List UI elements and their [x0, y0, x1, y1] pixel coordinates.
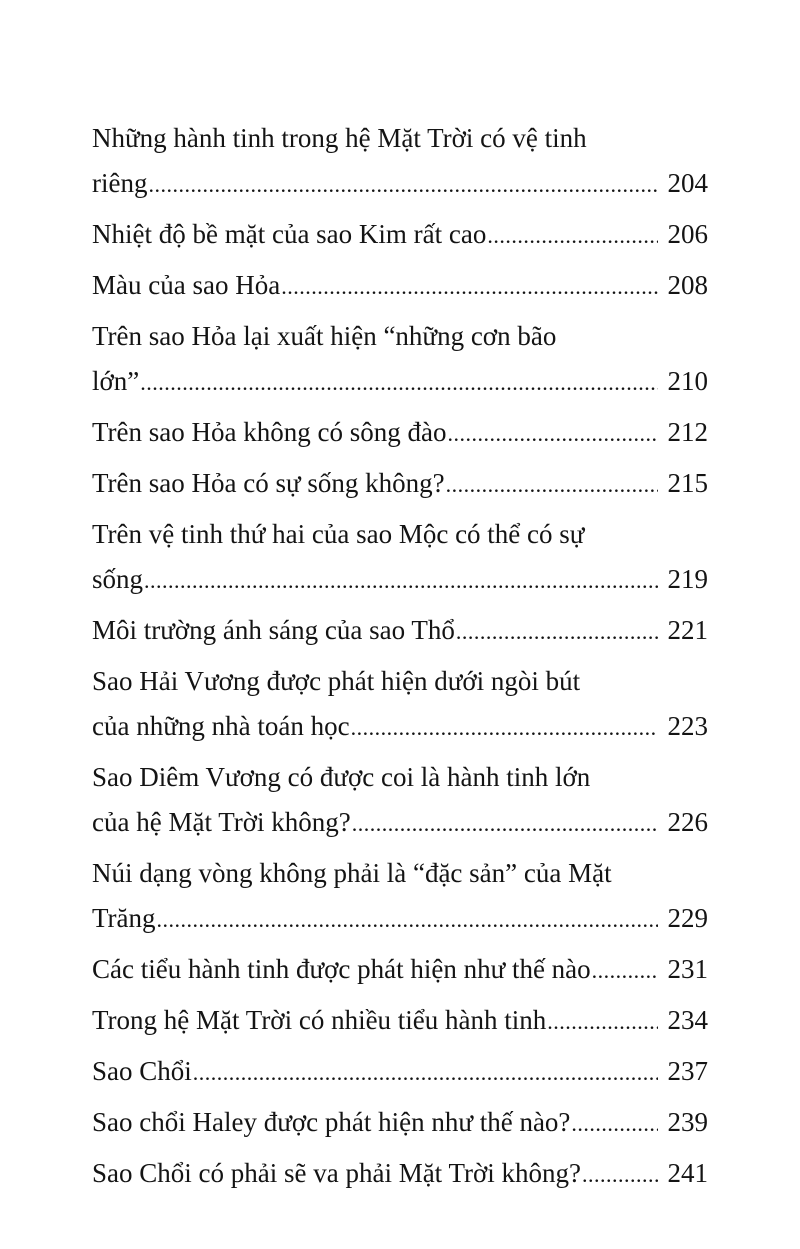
dot-leader	[571, 1101, 658, 1146]
toc-entry-row	[92, 896, 708, 942]
toc-entry-title-line: Trong hệ Mặt Trời có nhiều tiểu hành tinh	[92, 1005, 547, 1035]
dot-leader	[140, 360, 658, 405]
toc-page-number: 210	[667, 366, 708, 396]
toc-page-number: 221	[667, 615, 708, 645]
dot-leader	[281, 264, 658, 309]
toc-entry-title-line: Môi trường ánh sáng của sao Thổ	[92, 615, 455, 645]
table-of-contents	[92, 116, 708, 1202]
toc-page-number: 204	[667, 168, 708, 198]
dot-leader	[352, 801, 658, 846]
toc-entry-title-line: Nhiệt độ bề mặt của sao Kim rất cao	[92, 219, 487, 249]
toc-entry-row	[92, 410, 708, 456]
toc-page-number: 234	[667, 1005, 708, 1035]
toc-entry	[92, 263, 708, 309]
dot-leader	[446, 462, 658, 507]
toc-page-number: 215	[667, 468, 708, 498]
toc-entry	[92, 410, 708, 456]
dot-leader	[592, 948, 658, 993]
toc-page-number: 239	[667, 1107, 708, 1137]
toc-entry-row	[92, 998, 708, 1044]
toc-page-number: 229	[667, 903, 708, 933]
toc-entry-row	[92, 359, 708, 405]
toc-entry-title-line: lớn”	[92, 366, 140, 396]
toc-entry-title-line: Các tiểu hành tinh được phát hiện như thế nào	[92, 954, 591, 984]
toc-entry	[92, 659, 708, 750]
toc-entry-title-line: Những hành tinh trong hệ Mặt Trời có vệ tinh	[92, 123, 587, 153]
toc-entry-row	[92, 1151, 708, 1197]
toc-entry	[92, 461, 708, 507]
toc-page-number: 208	[667, 270, 708, 300]
toc-entry	[92, 314, 708, 405]
toc-entry-title-line: Trăng	[92, 903, 156, 933]
toc-entry-title-line: của hệ Mặt Trời không?	[92, 807, 351, 837]
toc-page-number: 231	[667, 954, 708, 984]
dot-leader	[144, 558, 658, 603]
dot-leader	[193, 1050, 658, 1095]
toc-entry-row	[92, 212, 708, 258]
toc-entry-title-line: Màu của sao Hỏa	[92, 270, 281, 300]
toc-page-number: 223	[667, 711, 708, 741]
toc-entry	[92, 512, 708, 603]
toc-entry-row	[92, 263, 708, 309]
toc-page-number: 226	[667, 807, 708, 837]
toc-entry-title-line: Sao Chổi có phải sẽ va phải Mặt Trời không?	[92, 1158, 581, 1188]
toc-entry	[92, 1049, 708, 1095]
toc-entry	[92, 1100, 708, 1146]
toc-entry-title-line: Trên sao Hỏa có sự sống không?	[92, 468, 445, 498]
toc-entry-row	[92, 1049, 708, 1095]
toc-entry-row	[92, 947, 708, 993]
toc-page-number: 241	[667, 1158, 708, 1188]
toc-entry-title-line: Trên sao Hỏa không có sông đào	[92, 417, 447, 447]
dot-leader	[351, 705, 658, 750]
toc-entry-row	[92, 161, 708, 207]
dot-leader	[547, 999, 658, 1044]
toc-page-number: 206	[667, 219, 708, 249]
toc-entry-title-line: sống	[92, 564, 144, 594]
dot-leader	[157, 897, 658, 942]
toc-entry	[92, 116, 708, 207]
toc-entry-title-line: Sao Chổi	[92, 1056, 192, 1086]
toc-entry	[92, 1151, 708, 1197]
toc-entry	[92, 851, 708, 942]
dot-leader	[148, 162, 658, 207]
toc-entry	[92, 998, 708, 1044]
toc-page-number: 219	[667, 564, 708, 594]
dot-leader	[447, 411, 658, 456]
toc-entry-title-line: Sao Diêm Vương có được coi là hành tinh lớn	[92, 762, 591, 792]
toc-entry-title-line: Trên sao Hỏa lại xuất hiện “những cơn bão	[92, 321, 557, 351]
toc-entry-title-line: Sao chổi Haley được phát hiện như thế nào?	[92, 1107, 571, 1137]
dot-leader	[582, 1152, 658, 1197]
toc-entry	[92, 947, 708, 993]
toc-page-number: 237	[667, 1056, 708, 1086]
toc-entry	[92, 755, 708, 846]
toc-entry-row	[92, 704, 708, 750]
toc-entry-title-line: Trên vệ tinh thứ hai của sao Mộc có thể có sự	[92, 519, 585, 549]
toc-entry-row	[92, 557, 708, 603]
toc-entry-title-line: riêng	[92, 168, 148, 198]
toc-entry-title-line: Sao Hải Vương được phát hiện dưới ngòi bút	[92, 666, 581, 696]
toc-entry-row	[92, 461, 708, 507]
dot-leader	[487, 213, 658, 258]
dot-leader	[456, 609, 658, 654]
toc-entry-row	[92, 608, 708, 654]
toc-entry-title-line: Núi dạng vòng không phải là “đặc sản” của Mặt	[92, 858, 612, 888]
toc-entry-title-line: của những nhà toán học	[92, 711, 350, 741]
toc-page-number: 212	[667, 417, 708, 447]
toc-entry-row	[92, 800, 708, 846]
toc-entry-row	[92, 1100, 708, 1146]
toc-entry	[92, 212, 708, 258]
toc-entry	[92, 608, 708, 654]
